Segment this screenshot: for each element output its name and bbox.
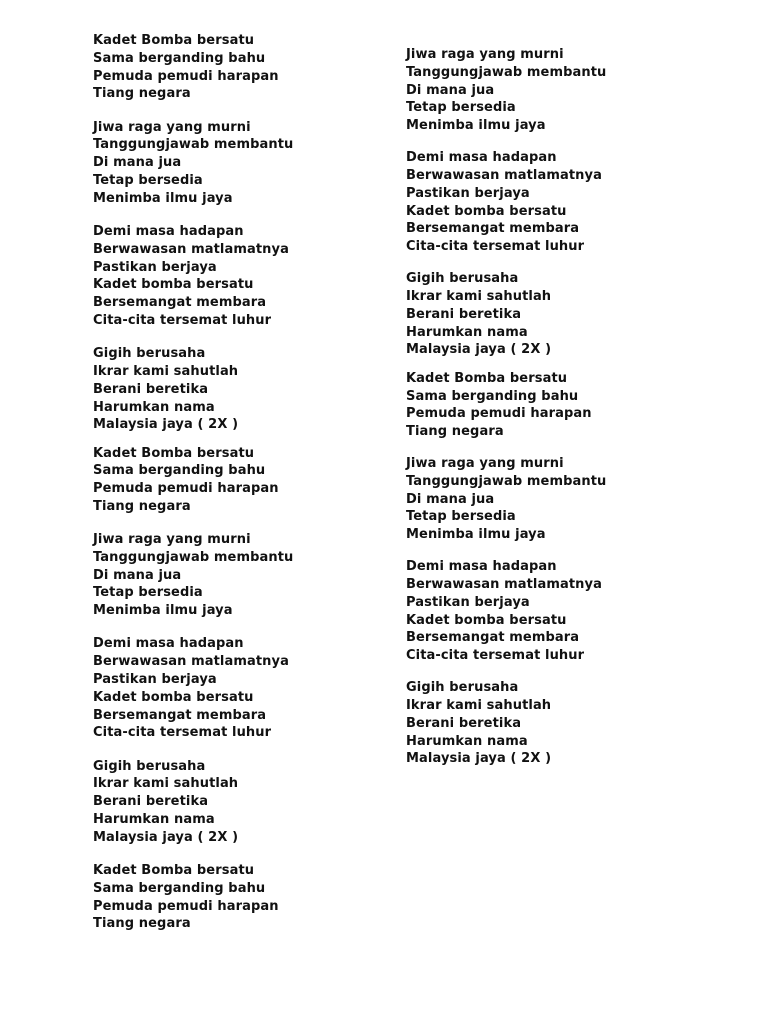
lyric-line: Berani beretika xyxy=(93,794,209,810)
lyric-line: Malaysia jaya ( 2X ) xyxy=(93,829,239,845)
lyric-line: Jiwa raga yang murni xyxy=(406,47,564,62)
stanza-verse2 xyxy=(406,149,706,256)
lyric-line: Cita-cita tersemat luhur xyxy=(93,725,272,741)
lyric-line: Jiwa raga yang murni xyxy=(406,456,564,472)
lyric-line: Tiang negara xyxy=(406,424,504,440)
lyric-line: Berwawasan matlamatnya xyxy=(406,167,602,183)
lyric-line: Malaysia jaya ( 2X ) xyxy=(406,751,552,767)
lyric-line: Bersemangat membara xyxy=(406,221,580,237)
lyric-line: Menimba ilmu jaya xyxy=(406,118,546,134)
stanza-verse2 xyxy=(93,223,393,330)
lyric-line: Ikrar kami sahutlah xyxy=(93,363,239,379)
lyric-line: Harumkan nama xyxy=(93,399,215,415)
stanza-verse3 xyxy=(406,270,706,359)
lyric-line: Ikrar kami sahutlah xyxy=(406,288,552,304)
lyric-line: Ikrar kami sahutlah xyxy=(406,698,552,714)
lyric-line: Tetap bersedia xyxy=(406,509,516,525)
stanza-verse1 xyxy=(93,531,393,620)
stanza-chorus xyxy=(406,370,706,441)
lyric-line: Menimba ilmu jaya xyxy=(93,603,233,619)
lyric-line: Tanggungjawab membantu xyxy=(93,549,294,565)
lyric-line: Tanggungjawab membantu xyxy=(406,473,607,489)
lyric-line: Pemuda pemudi harapan xyxy=(406,406,592,422)
lyric-line: Pemuda pemudi harapan xyxy=(93,68,279,84)
lyric-line: Harumkan nama xyxy=(406,733,528,749)
lyric-line: Malaysia jaya ( 2X ) xyxy=(406,342,552,358)
lyric-line: Gigih berusaha xyxy=(406,271,519,287)
lyric-line: Kadet bomba bersatu xyxy=(93,689,254,705)
lyric-line: Sama berganding bahu xyxy=(93,880,266,896)
lyric-line: Sama berganding bahu xyxy=(406,388,579,404)
lyric-line: Tetap bersedia xyxy=(93,172,203,188)
stanza-verse3 xyxy=(93,345,393,434)
lyric-line: Gigih berusaha xyxy=(93,758,206,774)
lyric-line: Berani beretika xyxy=(406,306,522,322)
lyric-line: Demi masa hadapan xyxy=(406,559,557,575)
lyric-line: Menimba ilmu jaya xyxy=(93,190,233,206)
lyric-line: Di mana jua xyxy=(406,491,495,507)
lyric-line: Malaysia jaya ( 2X ) xyxy=(93,417,239,433)
lyric-line: Bersemangat membara xyxy=(93,707,267,723)
lyric-line: Berwawasan matlamatnya xyxy=(93,241,289,257)
lyric-line: Cita-cita tersemat luhur xyxy=(406,239,585,255)
lyric-line: Tiang negara xyxy=(93,86,191,102)
stanza-verse3 xyxy=(93,758,393,847)
lyric-line: Tetap bersedia xyxy=(406,100,516,116)
lyric-line: Gigih berusaha xyxy=(406,680,519,696)
lyric-line: Tiang negara xyxy=(93,498,191,514)
right-column xyxy=(406,46,706,768)
lyric-line: Di mana jua xyxy=(406,82,495,98)
lyric-line: Pastikan berjaya xyxy=(93,672,217,688)
lyric-line: Tanggungjawab membantu xyxy=(406,64,607,80)
lyric-line: Kadet bomba bersatu xyxy=(406,203,567,219)
lyric-line: Harumkan nama xyxy=(93,812,215,828)
lyric-line: Harumkan nama xyxy=(406,324,528,340)
lyric-line: Demi masa hadapan xyxy=(93,223,244,239)
lyric-line: Kadet Bomba bersatu xyxy=(93,33,255,48)
lyric-line: Pemuda pemudi harapan xyxy=(93,898,279,914)
lyric-line: Menimba ilmu jaya xyxy=(406,527,546,543)
lyric-line: Tetap bersedia xyxy=(93,585,203,601)
lyric-line: Tiang negara xyxy=(93,916,191,932)
lyric-line: Kadet Bomba bersatu xyxy=(93,863,255,878)
lyric-line: Gigih berusaha xyxy=(93,346,206,362)
lyric-line: Sama berganding bahu xyxy=(93,50,266,66)
stanza-verse1 xyxy=(93,119,393,208)
stanza-verse1 xyxy=(406,46,706,135)
lyric-line: Berwawasan matlamatnya xyxy=(93,654,289,670)
lyric-line: Tanggungjawab membantu xyxy=(93,137,294,153)
lyric-line: Jiwa raga yang murni xyxy=(93,532,251,548)
lyric-line: Bersemangat membara xyxy=(406,630,580,646)
lyric-line: Cita-cita tersemat luhur xyxy=(93,312,272,328)
lyric-line: Kadet bomba bersatu xyxy=(93,277,254,293)
lyric-line: Sama berganding bahu xyxy=(93,463,266,479)
stanza-chorus xyxy=(93,445,393,516)
stanza-verse2 xyxy=(406,558,706,665)
lyric-line: Di mana jua xyxy=(93,155,182,171)
lyric-line: Kadet Bomba bersatu xyxy=(93,445,255,461)
lyric-line: Berani beretika xyxy=(406,715,522,731)
lyric-line: Kadet bomba bersatu xyxy=(406,612,567,628)
left-column xyxy=(93,32,393,933)
lyric-line: Berwawasan matlamatnya xyxy=(406,577,602,593)
stanza-chorus xyxy=(93,32,393,103)
lyric-line: Di mana jua xyxy=(93,567,182,583)
lyric-line: Ikrar kami sahutlah xyxy=(93,776,239,792)
stanza-verse1 xyxy=(406,455,706,544)
lyric-line: Jiwa raga yang murni xyxy=(93,119,251,135)
stanza-chorus xyxy=(93,862,393,933)
lyric-line: Pastikan berjaya xyxy=(406,185,530,201)
stanza-verse2 xyxy=(93,635,393,742)
lyric-line: Bersemangat membara xyxy=(93,295,267,311)
lyric-line: Berani beretika xyxy=(93,381,209,397)
lyric-line: Cita-cita tersemat luhur xyxy=(406,648,585,664)
lyric-line: Demi masa hadapan xyxy=(406,150,557,166)
lyric-line: Demi masa hadapan xyxy=(93,636,244,652)
lyric-line: Pastikan berjaya xyxy=(93,259,217,275)
lyric-line: Pemuda pemudi harapan xyxy=(93,481,279,497)
stanza-verse3 xyxy=(406,679,706,768)
lyric-line: Kadet Bomba bersatu xyxy=(406,370,568,386)
lyric-line: Pastikan berjaya xyxy=(406,594,530,610)
